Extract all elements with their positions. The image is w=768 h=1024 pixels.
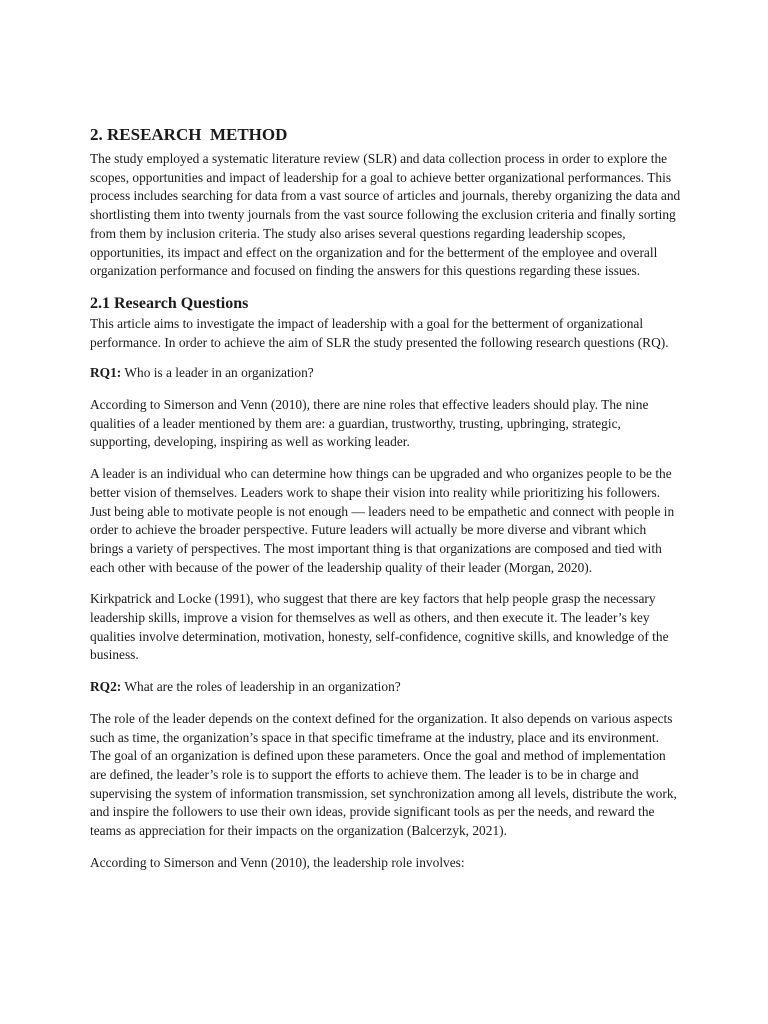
paragraph-kirkpatrick-locke: Kirkpatrick and Locke (1991), who suggest that there are key factors that help people grasp the necessary leadership skills, improve a vision for themselves as well as others, and then execute it. The leader’s key qualities involve determination, motivation, honesty, self-confidence, cognitive skills, and knowledge of the business.	[90, 591, 669, 663]
rq1-text: Who is a leader in an organization?	[121, 365, 314, 381]
paragraph-leader-definition: A leader is an individual who can determine how things can be upgraded and who organizes people to be the better vision of themselves. Leaders work to shape their vision into reality while prioritizing his followers. Just being able to motivate people is not enough — leaders need to be empathetic and connect with people in order to achieve the broader perspective. Future leaders will actually be more diverse and vibrant which brings a variety of perspectives. The most important thing is that organizations are composed and tied with each other with because of the power of the leadership quality of their leader (Morgan, 2020).	[90, 466, 675, 575]
rq2-question	[90, 678, 682, 697]
rq1-label: RQ1:	[90, 365, 122, 381]
paragraph-simerson-venn-roles: According to Simerson and Venn (2010), there are nine roles that effective leaders should play. The nine qualities of a leader mentioned by them are: a guardian, trustworthy, trusting, upbringing, strategic, supporting, developing, inspiring as well as working leader.	[90, 397, 649, 450]
section-heading-research-questions: 2.1 Research Questions	[90, 294, 249, 312]
paragraph-leader-role: The role of the leader depends on the context defined for the organization. It also depends on various aspects such as time, the organization’s space in that specific timeframe at the industry, place and its environment. The goal of an organization is defined upon these parameters. Once the goal and method of implementation are defined, the leader’s role is to support the efforts to achieve them. The leader is to be in charge and supervising the system of information transmission, set synchronization among all levels, distribute the work, and inspire the followers to use their own ideas, provide significant tools as per the needs, and reward the teams as appreciation for their impacts on the organization (Balcerzyk, 2021).	[90, 710, 677, 839]
paragraph-leadership-role-involves: According to Simerson and Venn (2010), the leadership role involves:	[90, 854, 465, 870]
research-questions-intro: This article aims to investigate the impact of leadership with a goal for the betterment of organizational performance. In order to achieve the aim of SLR the study presented the following research questions (RQ).	[90, 315, 669, 350]
section-heading-research-method: 2. RESEARCH METHOD	[90, 125, 288, 144]
rq2-label: RQ2:	[90, 679, 122, 695]
research-method-paragraph: The study employed a systematic literature review (SLR) and data collection process in order to explore the scopes, opportunities and impact of leadership for a goal to achieve better organizational performances. This process includes searching for data from a vast source of articles and journals, thereby organizing the data and shortlisting them into twenty journals from the vast source following the exclusion criteria and finally sorting from them by inclusion criteria. The study also arises several questions regarding leadership scopes, opportunities, its impact and effect on the organization and for the betterment of the employee and overall organization performance and focused on finding the answers for this questions regarding these issues.	[90, 151, 681, 279]
rq2-text: What are the roles of leadership in an organization?	[121, 679, 401, 695]
rq1-question	[90, 364, 682, 383]
document-page	[90, 124, 682, 873]
